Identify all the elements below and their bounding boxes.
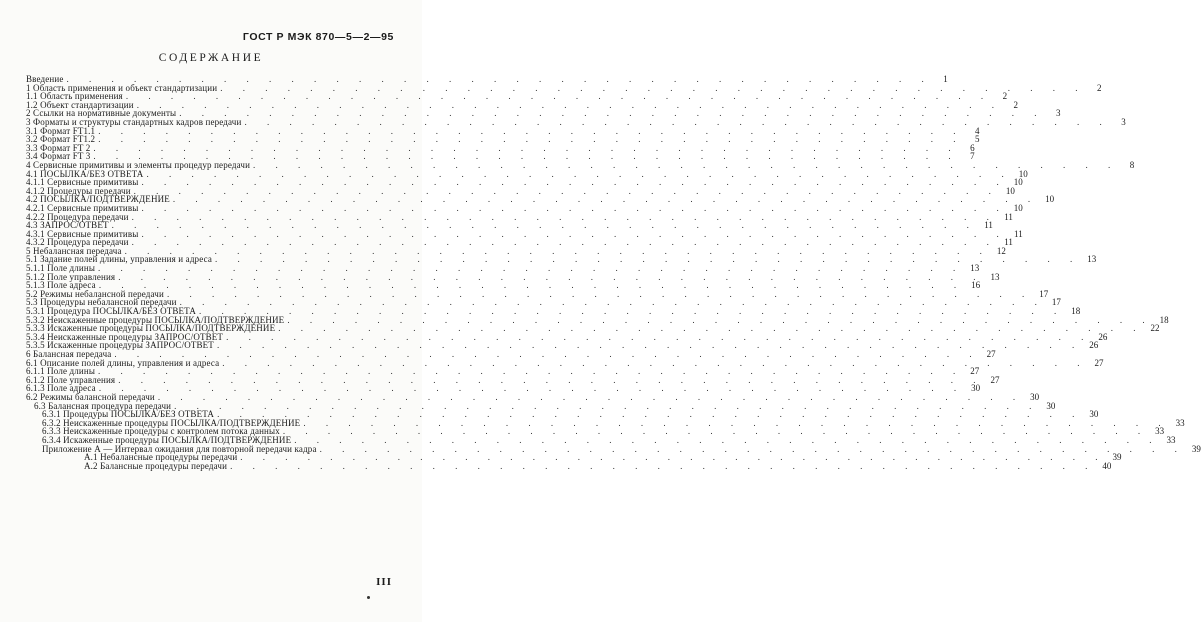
toc-entry-title: 6.1.1 Поле длины	[26, 366, 96, 377]
toc-entry-title: 5 Небалансная передача	[26, 245, 122, 256]
toc-entry-page: 30	[971, 383, 981, 394]
toc-entry-page: 27	[986, 349, 996, 359]
toc-entry-title: 5.1 Задание полей длины, управления и адреса	[26, 254, 212, 265]
toc-entry-page: 17	[1051, 297, 1061, 308]
dot-leader: . . . . . . . . . . . . . . . . . . . . . . . . . . . . . . . . . . . . . . .	[282, 426, 1150, 437]
toc-entry-title: 4.1.2 Процедуры передачи	[26, 185, 131, 196]
toc-entry-title: 5.3.1 Процедура ПОСЫЛКА/БЕЗ ОТВЕТА	[26, 306, 197, 317]
dot-leader: . . . . . . . . . . . . . . . . . . . . . . . . . . . . . . . . . . . . . . .	[118, 271, 985, 282]
toc-entry-title: 3.1 Формат FT1.1	[26, 125, 96, 136]
toc-entry-page: 16	[971, 280, 981, 291]
toc-entry-title: 5.1.2 Поле управления	[26, 271, 116, 282]
toc-entry-page: 30	[1046, 400, 1056, 411]
dot-leader: . . . . . . . . . . . . . . . . . . . . . . . . . . . . . . . . . . . . . . .	[98, 280, 966, 291]
dot-leader: . . . . . . . . . . . . . . . . . . . . . . . . . . . . . . . . . . . . . . .	[133, 185, 1000, 196]
dot-leader: . . . . . . . . . . . . . . . . . . . . . . . . . . . . . . . . . . . . . . .	[199, 306, 1066, 317]
dot-leader: . . . . . . . . . . . . . . . . . . . . . . . . . . . . . . . . . . . . . . .	[118, 374, 985, 385]
toc-entry-title: 4.3 ЗАПРОС/ОТВЕТ	[26, 220, 109, 231]
dot-leader: . . . . . . . . . . . . . . . . . . . . . . . . . . . . . . . . . . . . . . .	[131, 211, 998, 222]
toc-entry-title: А.2 Балансные процедуры передачи	[84, 460, 228, 471]
toc-entry-title: 5.3.3 Искаженные процедуры ПОСЫЛКА/ПОДТВЕРЖДЕНИЕ	[26, 323, 276, 334]
toc-entry-page: 1	[943, 74, 948, 84]
toc-entry-page: 27	[1094, 357, 1104, 368]
toc-entry-page: 13	[990, 271, 1000, 282]
toc-entry-page: 13	[970, 263, 980, 274]
toc-entry-page: 33	[1175, 417, 1185, 428]
toc-entry-title: 6.2 Режимы балансной передачи	[26, 391, 155, 402]
toc-entry-page: 7	[970, 151, 975, 162]
table-of-contents	[26, 74, 1201, 471]
toc-entry-page: 40	[1102, 460, 1112, 471]
dot-leader: . . . . . . . . . . . . . . . . . . . . . . . . . . . . . . . . . . . . . . .	[66, 74, 933, 84]
dot-leader: . . . . . . . . . . . . . . . . . . . . . . . . . . . . . . . . . . . . . . .	[220, 82, 1087, 93]
dot-leader: . . . . . . . . . . . . . . . . . . . . . . . . . . . . . . . . . . . . . . .	[319, 443, 1186, 454]
toc-entry-title: 3 Форматы и структуры стандартных кадров передачи	[26, 116, 242, 127]
toc-entry-page: 17	[1039, 288, 1049, 299]
dot-leader: . . . . . . . . . . . . . . . . . . . . . . . . . . . . . . . . . . . . . . .	[278, 323, 1145, 334]
toc-entry-page: 12	[996, 245, 1006, 256]
dot-leader: . . . . . . . . . . . . . . . . . . . . . . . . . . . . . . . . . . . . . . .	[179, 108, 1046, 119]
dot-leader: . . . . . . . . . . . . . . . . . . . . . . . . . . . . . . . . . . . . . . .	[222, 357, 1089, 368]
toc-entry-title: 4.3.2 Процедура передачи	[26, 237, 129, 248]
toc-entry-page: 11	[1004, 211, 1013, 222]
toc-entry-title: 3.2 Формат FT1.2	[26, 134, 96, 145]
toc-entry-title: 6.3.2 Неискаженные процедуры ПОСЫЛКА/ПОДТВЕРЖДЕНИЕ	[42, 417, 301, 428]
toc-entry-page: 3	[1055, 108, 1061, 119]
toc-entry-page: 10	[1005, 185, 1015, 196]
toc-entry-page: 18	[1071, 306, 1081, 317]
toc-entry-page: 10	[1013, 177, 1023, 188]
dot-leader: . . . . . . . . . . . . . . . . . . . . . . . . . . . . . . . . . . . . . . .	[253, 159, 1120, 170]
dot-leader: . . . . . . . . . . . . . . . . . . . . . . . . . . . . . . . . . . . . . . .	[303, 417, 1170, 428]
dot-leader: . . . . . . . . . . . . . . . . . . . . . . . . . . . . . . . . . . . . . . .	[131, 237, 998, 248]
dot-leader: . . . . . . . . . . . . . . . . . . . . . . . . . . . . . . . . . . . . . . .	[125, 91, 993, 102]
dot-leader: . . . . . . . . . . . . . . . . . . . . . . . . . . . . . . . . . . . . . . .	[93, 151, 960, 162]
dot-leader: . . . . . . . . . . . . . . . . . . . . . . . . . . . . . . . . . . . . . . .	[98, 263, 965, 274]
dot-leader: . . . . . . . . . . . . . . . . . . . . . . . . . . . . . . . . . . . . . . .	[287, 314, 1154, 325]
toc-entry-title: 5.3.2 Неискаженные процедуры ПОСЫЛКА/ПОДТВЕРЖДЕНИЕ	[26, 314, 285, 325]
print-speck	[367, 596, 370, 599]
toc-entry-title: 2 Ссылки на нормативные документы	[26, 108, 177, 119]
dot-leader: . . . . . . . . . . . . . . . . . . . . . . . . . . . . . . . . . . . . . . .	[240, 452, 1107, 463]
dot-leader: . . . . . . . . . . . . . . . . . . . . . . . . . . . . . . . . . . . . . . .	[244, 116, 1111, 127]
dot-leader: . . . . . . . . . . . . . . . . . . . . . . . . . . . . . . . . . . . . . . .	[226, 331, 1093, 342]
toc-entry-title: 6.1.2 Поле управления	[26, 374, 116, 385]
dot-leader: . . . . . . . . . . . . . . . . . . . . . . . . . . . . . . . . . . . . . . .	[216, 340, 1084, 351]
toc-entry-title: 5.3 Процедуры небалансной передачи	[26, 297, 177, 308]
toc-entry-page: 3	[1121, 116, 1126, 127]
toc-entry-title: 4.2 ПОСЫЛКА/ПОДТВЕРЖДЕНИЕ	[26, 194, 170, 205]
dot-leader: . . . . . . . . . . . . . . . . . . . . . . . . . . . . . . . . . . . . . . .	[98, 134, 965, 145]
toc-entry-page: 2	[1096, 82, 1102, 93]
dot-leader: . . . . . . . . . . . . . . . . . . . . . . . . . . . . . . . . . . . . . . .	[157, 391, 1025, 402]
toc-entry-page: 26	[1098, 331, 1108, 342]
toc-entry-title: 6.3 Балансная процедура передачи	[34, 400, 172, 411]
toc-entry-title: 5.2 Режимы небалансной передачи	[26, 288, 164, 299]
toc-entry-title: 5.3.4 Неискаженные процедуры ЗАПРОС/ОТВЕТ	[26, 331, 224, 342]
toc-entry-page: 33	[1155, 426, 1165, 437]
page-number: III	[376, 576, 392, 588]
dot-leader: . . . . . . . . . . . . . . . . . . . . . . . . . . . . . . . . . . . . . . .	[141, 228, 1008, 239]
toc-entry-page: 30	[1030, 391, 1040, 402]
dot-leader: . . . . . . . . . . . . . . . . . . . . . . . . . . . . . . . . . . . . . . .	[172, 194, 1040, 205]
toc-entry-page: 2	[1013, 99, 1018, 110]
toc-entry-title: 6.1 Описание полей длины, управления и адреса	[26, 357, 220, 368]
toc-entry-title: 5.1.1 Поле длины	[26, 263, 96, 274]
toc-entry-title: Приложение А — Интервал ожидания для повторной передачи кадра	[42, 443, 317, 454]
toc-entry-title: 6.3.1 Процедуры ПОСЫЛКА/БЕЗ ОТВЕТА	[42, 409, 215, 420]
toc-entry-title: А.1 Небалансные процедуры передачи	[84, 452, 238, 463]
dot-leader: . . . . . . . . . . . . . . . . . . . . . . . . . . . . . . . . . . . . . . .	[230, 460, 1097, 471]
toc-entry-title: 4.3.1 Сервисные примитивы	[26, 228, 139, 239]
dot-leader: . . . . . . . . . . . . . . . . . . . . . . . . . . . . . . . . . . . . . . .	[294, 434, 1161, 445]
toc-entry-page: 33	[1166, 434, 1176, 445]
toc-entry-page: 27	[970, 366, 980, 377]
toc-entry-page: 11	[1014, 228, 1023, 239]
toc-entry-page: 11	[984, 220, 993, 231]
standard-designation: ГОСТ Р МЭК 870—5—2—95	[242, 31, 394, 43]
toc-entry-title: 1.1 Область применения	[26, 91, 123, 102]
toc-entry-title: 6.3.4 Искаженные процедуры ПОСЫЛКА/ПОДТВЕРЖДЕНИЕ	[42, 434, 292, 445]
dot-leader: . . . . . . . . . . . . . . . . . . . . . . . . . . . . . . . . . . . . . . .	[141, 177, 1008, 188]
toc-entry-title: 1.2 Объект стандартизации	[26, 99, 134, 110]
dot-leader: . . . . . . . . . . . . . . . . . . . . . . . . . . . . . . . . . . . . . . .	[124, 245, 991, 256]
toc-title: СОДЕРЖАНИЕ	[158, 52, 264, 64]
toc-entry-title: 6.3.3 Неискаженные процедуры с контролем потока данных	[42, 426, 280, 437]
toc-entry-page: 27	[990, 374, 1000, 385]
toc-entry-page: 5	[974, 134, 980, 145]
toc-entry-page: 18	[1159, 314, 1169, 325]
dot-leader: . . . . . . . . . . . . . . . . . . . . . . . . . . . . . . . . . . . . . . .	[166, 288, 1034, 299]
dot-leader: . . . . . . . . . . . . . . . . . . . . . . . . . . . . . . . . . . . . . . .	[98, 366, 965, 377]
toc-entry-title: Введение	[26, 74, 64, 84]
toc-entry-page: 4	[974, 125, 980, 136]
toc-entry-title: 5.1.3 Поле адреса	[26, 280, 96, 291]
toc-entry-title: 4.1 ПОСЫЛКА/БЕЗ ОТВЕТА	[26, 168, 144, 179]
toc-entry-page: 22	[1150, 323, 1160, 334]
dot-leader: . . . . . . . . . . . . . . . . . . . . . . . . . . . . . . . . . . . . . . .	[217, 409, 1084, 420]
dot-leader: . . . . . . . . . . . . . . . . . . . . . . . . . . . . . . . . . . . . . . .	[179, 297, 1046, 308]
dot-leader: . . . . . . . . . . . . . . . . . . . . . . . . . . . . . . . . . . . . . . .	[98, 383, 966, 394]
dot-leader: . . . . . . . . . . . . . . . . . . . . . . . . . . . . . . . . . . . . . . .	[98, 125, 965, 136]
dot-leader: . . . . . . . . . . . . . . . . . . . . . . . . . . . . . . . . . . . . . . .	[174, 400, 1041, 411]
toc-entry-page: 10	[1045, 194, 1055, 205]
toc-entry[interactable]	[26, 460, 1112, 471]
dot-leader: . . . . . . . . . . . . . . . . . . . . . . . . . . . . . . . . . . . . . . .	[111, 220, 978, 231]
toc-entry-title: 6.1.3 Поле адреса	[26, 383, 96, 394]
dot-leader: . . . . . . . . . . . . . . . . . . . . . . . . . . . . . . . . . . . . . . .	[114, 349, 981, 359]
toc-entry-title: 1 Область применения и объект стандартизации	[26, 82, 218, 93]
toc-entry-title: 4.2.1 Сервисные примитивы	[26, 202, 139, 213]
dot-leader: . . . . . . . . . . . . . . . . . . . . . . . . . . . . . . . . . . . . . . .	[214, 254, 1082, 265]
toc-entry-title: 4 Сервисные примитивы и элементы процедур передачи	[26, 159, 251, 170]
toc-entry-page: 8	[1129, 159, 1135, 170]
toc-entry-page: 10	[1018, 168, 1028, 179]
toc-entry-page: 26	[1089, 340, 1099, 351]
toc-entry-page: 39	[1191, 443, 1201, 454]
dot-leader: . . . . . . . . . . . . . . . . . . . . . . . . . . . . . . . . . . . . . . .	[146, 168, 1013, 179]
toc-entry-title: 4.1.1 Сервисные примитивы	[26, 177, 139, 188]
toc-entry-page: 30	[1089, 409, 1099, 420]
dot-leader: . . . . . . . . . . . . . . . . . . . . . . . . . . . . . . . . . . . . . . .	[141, 202, 1008, 213]
dot-leader: . . . . . . . . . . . . . . . . . . . . . . . . . . . . . . . . . . . . . . .	[136, 99, 1003, 110]
toc-entry-page: 6	[970, 142, 975, 153]
toc-entry-title: 6 Балансная передача	[26, 349, 112, 359]
toc-entry-page: 2	[1002, 91, 1008, 102]
toc-entry-page: 11	[1004, 237, 1013, 248]
toc-entry-title: 4.2.2 Процедура передачи	[26, 211, 129, 222]
toc-entry-page: 39	[1112, 452, 1122, 463]
dot-leader: . . . . . . . . . . . . . . . . . . . . . . . . . . . . . . . . . . . . . . .	[93, 142, 960, 153]
toc-entry-title: 3.3 Формат FT 2	[26, 142, 91, 153]
toc-entry-title: 3.4 Формат FT 3	[26, 151, 91, 162]
toc-entry-title: 5.3.5 Искаженные процедуры ЗАПРОС/ОТВЕТ	[26, 340, 214, 351]
toc-entry-page: 10	[1013, 202, 1023, 213]
toc-entry-page: 13	[1087, 254, 1097, 265]
